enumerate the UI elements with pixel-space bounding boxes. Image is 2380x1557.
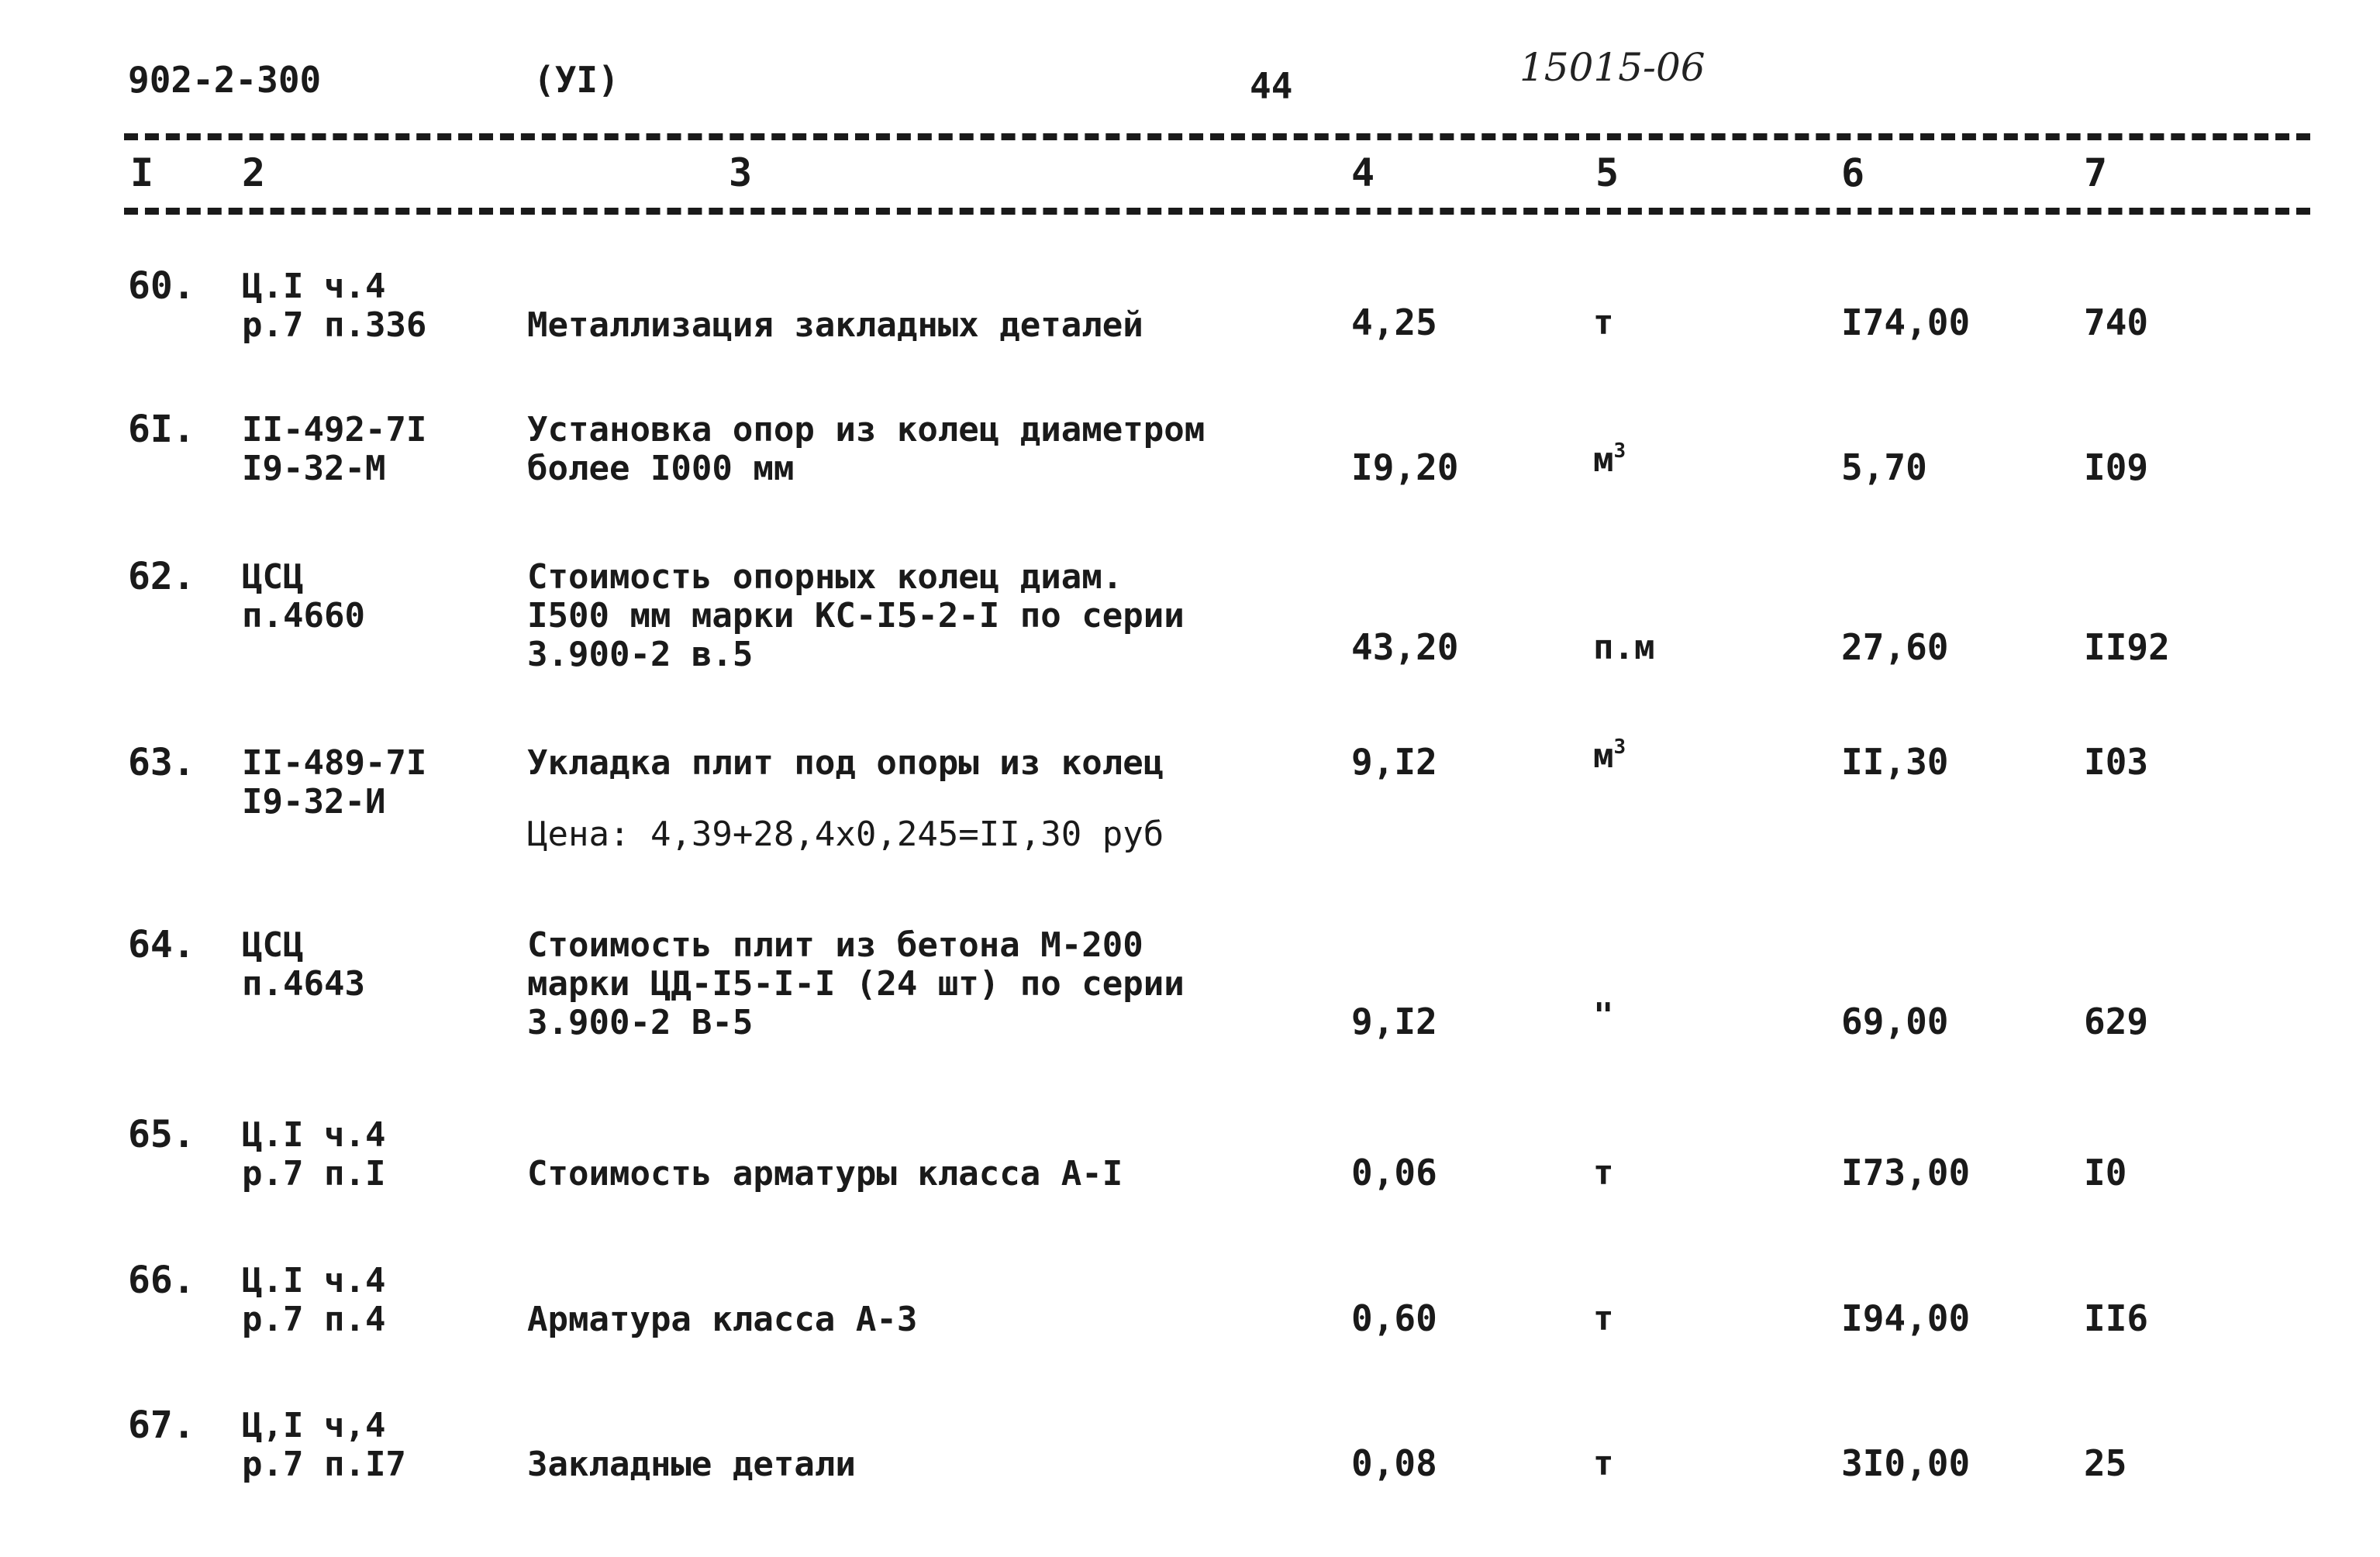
row-number: 65. — [128, 1113, 195, 1156]
row-quantity: 9,I2 — [1351, 741, 1437, 783]
row-code: Ц.I ч.4 р.7 п.4 — [242, 1261, 386, 1339]
row-quantity: I9,20 — [1351, 446, 1459, 488]
row-description: Укладка плит под опоры из колец — [527, 743, 1164, 783]
row-total: II92 — [2084, 626, 2170, 668]
document-code: 902-2-300 — [128, 59, 322, 101]
row-price: 69,00 — [1841, 1001, 1949, 1042]
row-description: Арматура класса А-3 — [527, 1300, 918, 1339]
row-number: 62. — [128, 555, 195, 598]
row-description: Стоимость опорных колец диам. I500 мм марки КС-I5-2-I по серии 3.900-2 в.5 — [527, 557, 1185, 674]
row-price: 3I0,00 — [1841, 1442, 1971, 1484]
row-price: 27,60 — [1841, 626, 1949, 668]
column-header-3: 3 — [729, 150, 753, 195]
row-description: Установка опор из колец диаметром более I000 мм — [527, 410, 1206, 488]
row-number: 6I. — [128, 408, 195, 451]
row-number: 66. — [128, 1259, 195, 1302]
row-description: Стоимость плит из бетона М-200 марки ЦД-I5-I-I (24 шт) по серии 3.900-2 В-5 — [527, 925, 1185, 1042]
row-total: I03 — [2084, 741, 2149, 783]
row-code: II-492-7I I9-32-М — [242, 410, 427, 488]
row-unit: п.м — [1593, 628, 1655, 667]
column-header-5: 5 — [1595, 150, 1619, 195]
row-total: 629 — [2084, 1001, 2149, 1042]
row-price: 5,70 — [1841, 446, 1927, 488]
row-unit: т — [1593, 1153, 1614, 1193]
row-quantity: 0,60 — [1351, 1297, 1437, 1339]
row-number: 63. — [128, 741, 195, 784]
row-total: I0 — [2084, 1152, 2127, 1194]
row-total: II6 — [2084, 1297, 2149, 1339]
row-total: I09 — [2084, 446, 2149, 488]
row-price: II,30 — [1841, 741, 1949, 783]
row-total: 740 — [2084, 301, 2149, 343]
price-note: Цена: 4,39+28,4х0,245=II,30 руб — [527, 815, 1164, 854]
row-unit: т — [1593, 303, 1614, 343]
section-label: (УI) — [533, 59, 619, 101]
header-top-rule — [124, 133, 2310, 140]
row-total: 25 — [2084, 1442, 2127, 1484]
column-header-1: I — [130, 150, 154, 195]
row-quantity: 43,20 — [1351, 626, 1459, 668]
row-number: 64. — [128, 923, 195, 966]
row-description: Закладные детали — [527, 1445, 856, 1484]
row-unit: т — [1593, 1299, 1614, 1338]
row-quantity: 0,06 — [1351, 1152, 1437, 1194]
row-quantity: 4,25 — [1351, 301, 1437, 343]
column-header-2: 2 — [242, 150, 266, 195]
column-header-7: 7 — [2084, 150, 2108, 195]
row-code: Ц.I ч.4 р.7 п.I — [242, 1115, 386, 1194]
header-bottom-rule — [124, 208, 2310, 215]
column-header-6: 6 — [1841, 150, 1865, 195]
row-quantity: 0,08 — [1351, 1442, 1437, 1484]
row-unit: $м^3$ — [1593, 439, 1626, 480]
row-code: Ц,I ч,4 р.7 п.I7 — [242, 1406, 406, 1484]
row-description: Металлизация закладных деталей — [527, 305, 1143, 345]
row-price: I94,00 — [1841, 1297, 1971, 1339]
row-unit: " — [1593, 996, 1614, 1035]
page-number: 44 — [1250, 65, 1293, 107]
row-code: ЦСЦ п.4643 — [242, 925, 365, 1004]
handwritten-reference: 15015-06 — [1519, 45, 1706, 90]
row-unit: $м^3$ — [1593, 735, 1626, 776]
row-price: I74,00 — [1841, 301, 1971, 343]
row-description: Стоимость арматуры класса А-I — [527, 1154, 1123, 1194]
column-header-4: 4 — [1351, 150, 1375, 195]
row-number: 67. — [128, 1404, 195, 1447]
row-unit: т — [1593, 1444, 1614, 1483]
row-number: 60. — [128, 264, 195, 308]
row-quantity: 9,I2 — [1351, 1001, 1437, 1042]
row-code: ЦСЦ п.4660 — [242, 557, 365, 636]
row-code: Ц.I ч.4 р.7 п.336 — [242, 267, 427, 345]
row-price: I73,00 — [1841, 1152, 1971, 1194]
row-code: II-489-7I I9-32-И — [242, 743, 427, 822]
